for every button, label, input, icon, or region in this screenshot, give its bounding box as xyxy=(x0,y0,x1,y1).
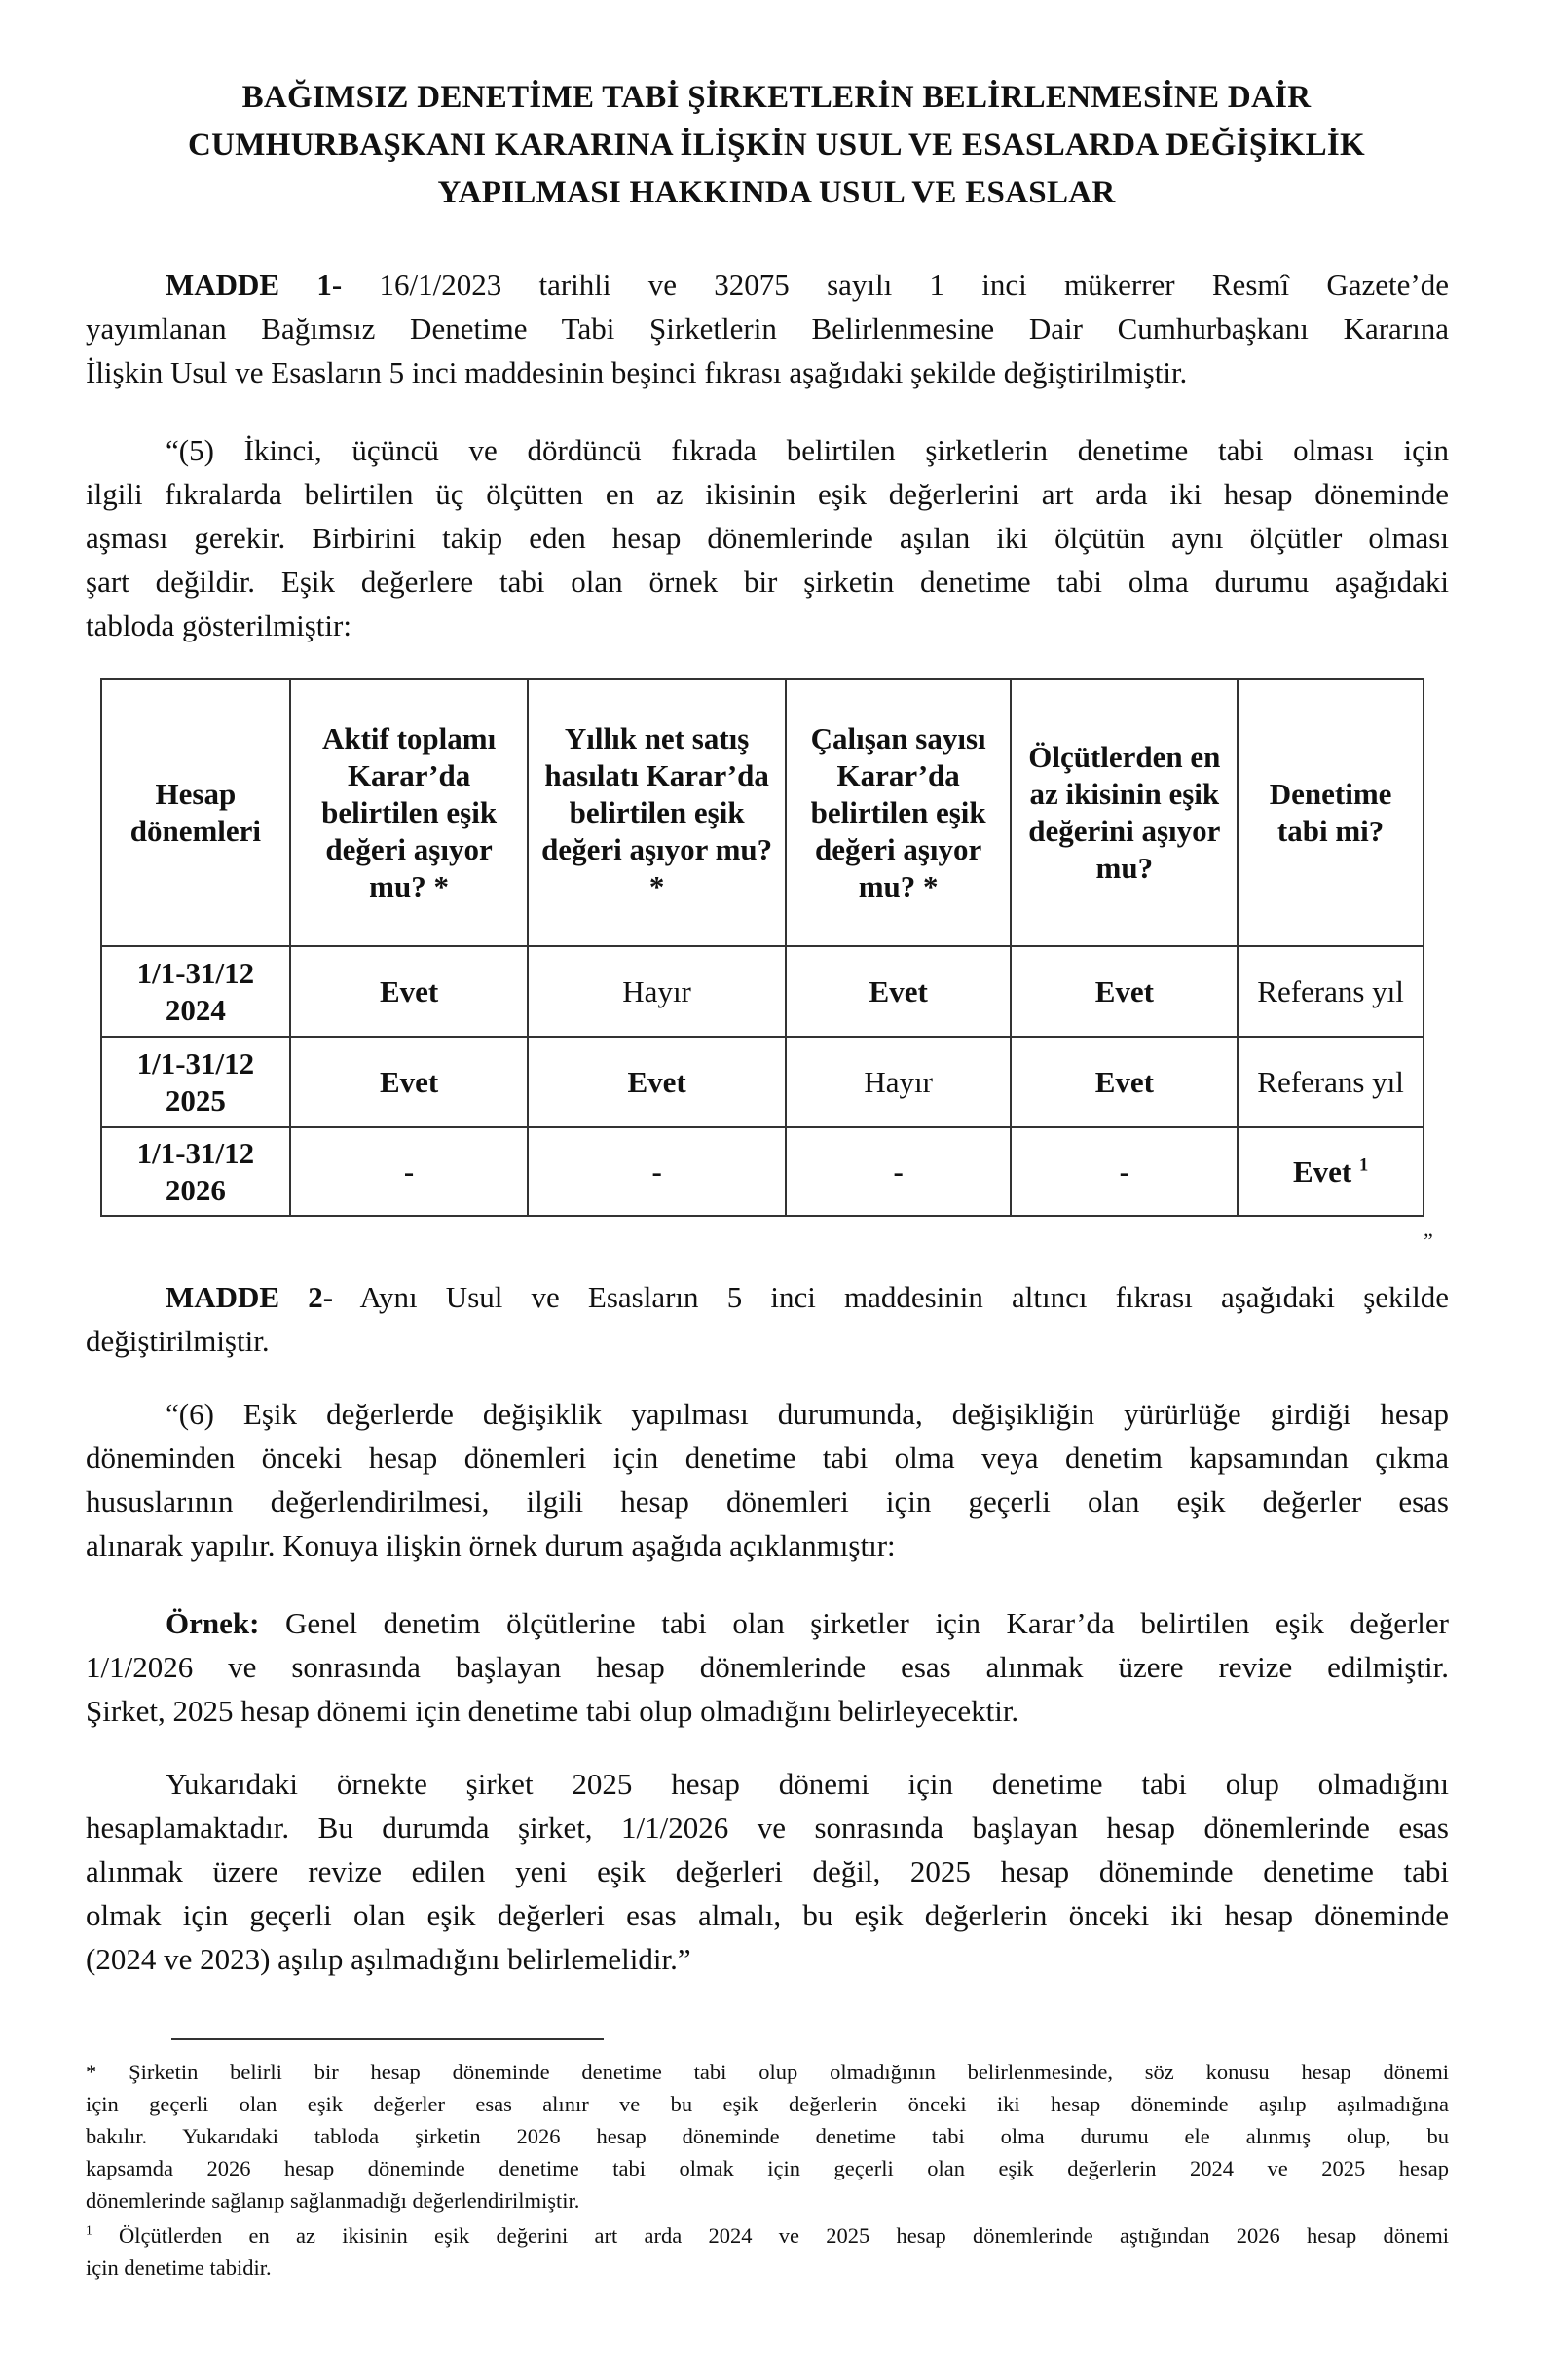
table-cell: Evet xyxy=(1011,946,1238,1037)
madde-2-text: Aynı Usul ve Esasların 5 inci maddesinin altıncı fıkrası aşağıdaki şekilde xyxy=(333,1280,1449,1314)
fikra-6-text: alınarak yapılır. Konuya ilişkin örnek durum aşağıda açıklanmıştır: xyxy=(86,1528,896,1562)
footnote-text: bakılır. Yukarıdaki tabloda şirketin 2026 hesap döneminde denetime tabi olma durumu ele alınmış olup, bu xyxy=(86,2124,1449,2148)
header-cell: Hesap dönemleri xyxy=(101,679,290,946)
fikra-6-text: döneminden önceki hesap dönemleri için denetime tabi olma veya denetim kapsamından çıkma xyxy=(86,1441,1449,1475)
madde-1-label: MADDE 1- xyxy=(166,268,343,302)
title-line: CUMHURBAŞKANI KARARINA İLİŞKİN USUL VE ESASLARDA DEĞİŞİKLİK xyxy=(187,128,1366,163)
period-cell: 1/1-31/12 2024 xyxy=(101,946,290,1037)
table-cell: Referans yıl xyxy=(1238,1037,1424,1127)
table-cell: - xyxy=(290,1127,529,1216)
footnote-text: kapsamda 2026 hesap döneminde denetime tabi olmak için geçerli olan eşik değerlerin 2024 ve 2025 hesap xyxy=(86,2156,1449,2180)
table-cell: - xyxy=(786,1127,1012,1216)
table-cell: Evet xyxy=(528,1037,785,1127)
document-title xyxy=(88,74,1465,217)
ornek-text: Şirket, 2025 hesap dönemi için denetime tabi olup olmadığını belirleyecektir. xyxy=(86,1694,1019,1728)
title-line: YAPILMASI HAKKINDA USUL VE ESASLAR xyxy=(437,175,1116,210)
fikra-5-text: ilgili fıkralarda belirtilen üç ölçütten en az ikisinin eşik değerlerini art arda iki hesap döneminde xyxy=(86,477,1449,511)
ornek-text: 1/1/2026 ve sonrasında başlayan hesap dönemlerinde esas alınmak üzere revize edilmiştir. xyxy=(86,1650,1449,1684)
table-row xyxy=(101,946,1424,1037)
threshold-table xyxy=(100,678,1424,1217)
fikra-6-paragraph xyxy=(86,1392,1449,1567)
fikra-5-paragraph xyxy=(86,428,1449,647)
footnote-mark: 1 xyxy=(86,2222,92,2238)
title-line: BAĞIMSIZ DENETİME TABİ ŞİRKETLERİN BELİRLENMESİNE DAİR xyxy=(241,80,1312,115)
ornek-paragraph xyxy=(86,1601,1449,1733)
table-cell: - xyxy=(1011,1127,1238,1216)
footnote-separator xyxy=(171,2038,604,2040)
explanation-text: olmak için geçerli olan eşik değerleri esas almalı, bu eşik değerlerin önceki iki hesap döneminde xyxy=(86,1898,1449,1932)
fikra-5-text: tabloda gösterilmiştir: xyxy=(86,608,351,642)
table-cell: - xyxy=(528,1127,785,1216)
explanation-text: Yukarıdaki örnekte şirket 2025 hesap dönemi için denetime tabi olup olmadığını xyxy=(166,1767,1449,1801)
table-cell: Evet xyxy=(290,1037,529,1127)
footnote-text: dönemlerinde sağlanıp sağlanmadığı değerlendirilmiştir. xyxy=(86,2188,580,2213)
table-cell: Evet xyxy=(1011,1037,1238,1127)
table-row xyxy=(101,1127,1424,1216)
footnote-text: Ölçütlerden en az ikisinin eşik değerini art arda 2024 ve 2025 hesap dönemlerinde aştığından 2026 hesap dönemi xyxy=(92,2223,1449,2248)
table-header-row xyxy=(101,679,1424,946)
explanation-text: alınmak üzere revize edilen yeni eşik değerleri değil, 2025 hesap döneminde denetime tabi xyxy=(86,1854,1449,1888)
table-cell-text: Evet xyxy=(1292,1153,1352,1189)
footnote-1 xyxy=(86,2219,1449,2284)
header-cell: Yıllık net satış hasılatı Karar’da belirtilen eşik değeri aşıyor mu? * xyxy=(528,679,785,946)
footnote-text: için denetime tabidir. xyxy=(86,2255,272,2280)
madde-1-paragraph xyxy=(86,263,1449,394)
madde-1-text: İlişkin Usul ve Esasların 5 inci maddesinin beşinci fıkrası aşağıdaki şekilde değiştirilmiştir. xyxy=(86,355,1188,389)
explanation-text: (2024 ve 2023) aşılıp aşılmadığını belirlemelidir.” xyxy=(86,1942,691,1976)
closing-quote: ” xyxy=(1424,1228,1433,1253)
fikra-5-text: aşması gerekir. Birbirini takip eden hesap dönemlerinde aşılan iki ölçütün aynı ölçütler olması xyxy=(86,521,1449,555)
table-row xyxy=(101,1037,1424,1127)
period-cell: 1/1-31/12 2026 xyxy=(101,1127,290,1216)
table-cell: Evet xyxy=(786,946,1012,1037)
madde-1-text: 16/1/2023 tarihli ve 32075 sayılı 1 inci mükerrer Resmî Gazete’de xyxy=(342,268,1449,302)
footnote-ref: 1 xyxy=(1358,1154,1369,1176)
fikra-6-text: hususlarının değerlendirilmesi, ilgili hesap dönemleri için geçerli olan eşik değerler esas xyxy=(86,1484,1449,1519)
example-explanation-paragraph xyxy=(86,1762,1449,1981)
madde-2-text: değiştirilmiştir. xyxy=(86,1324,270,1358)
table-cell: Referans yıl xyxy=(1238,946,1424,1037)
fikra-5-text: “(5) İkinci, üçüncü ve dördüncü fıkrada belirtilen şirketlerin denetime tabi olması için xyxy=(166,433,1449,467)
ornek-label: Örnek: xyxy=(166,1606,260,1640)
fikra-6-text: “(6) Eşik değerlerde değişiklik yapılması durumunda, değişikliğin yürürlüğe girdiği hesap xyxy=(166,1397,1449,1431)
header-cell: Ölçütlerden en az ikisinin eşik değerini aşıyor mu? xyxy=(1011,679,1238,946)
header-cell: Denetime tabi mi? xyxy=(1238,679,1424,946)
header-cell: Aktif toplamı Karar’da belirtilen eşik değeri aşıyor mu? * xyxy=(290,679,529,946)
table-cell: Evet xyxy=(290,946,529,1037)
table-cell xyxy=(1238,1127,1424,1216)
footnote-star xyxy=(86,2056,1449,2216)
fikra-5-text: şart değildir. Eşik değerlere tabi olan örnek bir şirketin denetime tabi olma durumu aşağıdaki xyxy=(86,565,1449,599)
table-cell: Hayır xyxy=(786,1037,1012,1127)
footnote-text: * Şirketin belirli bir hesap döneminde denetime tabi olup olmadığının belirlenmesinde, söz konusu hesap dönemi xyxy=(86,2060,1449,2084)
footnote-text: için geçerli olan eşik değerler esas alınır ve bu eşik değerlerin önceki iki hesap döneminde aşılıp aşılmadığına xyxy=(86,2092,1449,2116)
explanation-text: hesaplamaktadır. Bu durumda şirket, 1/1/2026 ve sonrasında başlayan hesap dönemlerinde esas xyxy=(86,1811,1449,1845)
madde-1-text: yayımlanan Bağımsız Denetime Tabi Şirketlerin Belirlenmesine Dair Cumhurbaşkanı Kararına xyxy=(86,311,1449,346)
period-cell: 1/1-31/12 2025 xyxy=(101,1037,290,1127)
madde-2-paragraph xyxy=(86,1275,1449,1363)
ornek-text: Genel denetim ölçütlerine tabi olan şirketler için Karar’da belirtilen eşik değerler xyxy=(259,1606,1449,1640)
madde-2-label: MADDE 2- xyxy=(166,1280,334,1314)
table-cell: Hayır xyxy=(528,946,785,1037)
header-cell: Çalışan sayısı Karar’da belirtilen eşik değeri aşıyor mu? * xyxy=(786,679,1012,946)
